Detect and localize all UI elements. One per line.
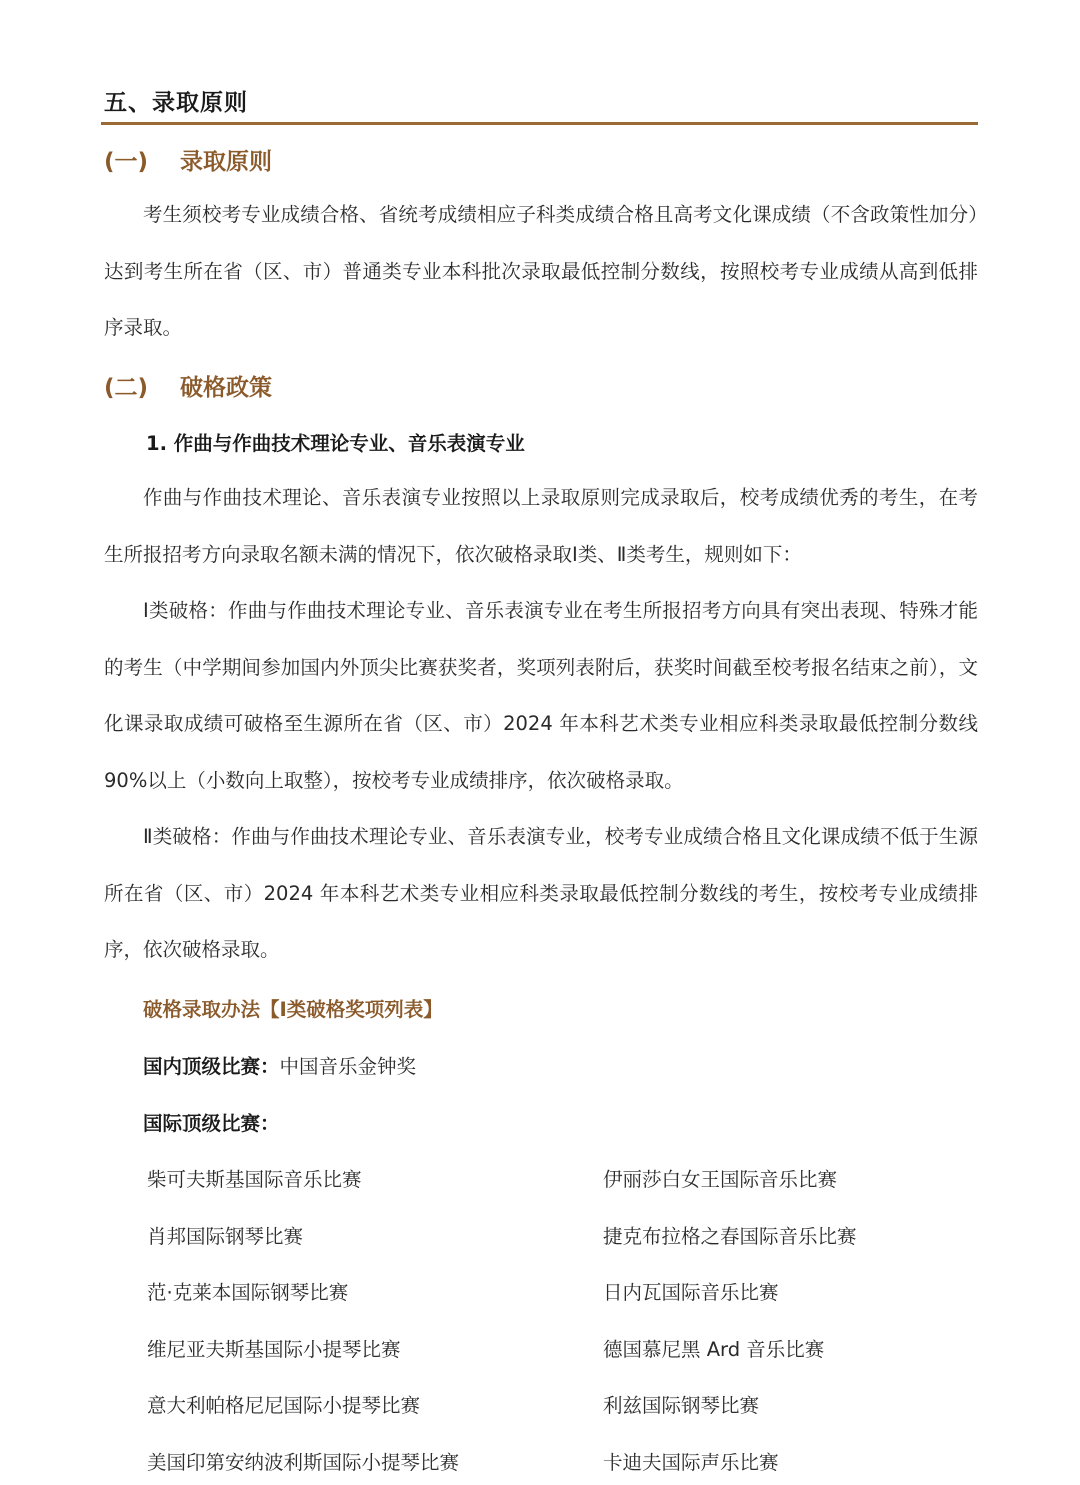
domestic-value: 中国音乐金钟奖	[279, 1055, 417, 1078]
competition-item: 捷克布拉格之春国际音乐比赛	[603, 1225, 857, 1248]
competition-item: 伊丽莎白女王国际音乐比赛	[603, 1168, 838, 1191]
competition-item: 柴可夫斯基国际音乐比赛	[147, 1168, 362, 1191]
competition-item: 日内瓦国际音乐比赛	[603, 1281, 779, 1304]
subsection-number: (一)	[104, 149, 149, 175]
admission-principle-paragraph: 考生须校考专业成绩合格、省统考成绩相应子科类成绩合格且高考文化课成绩（不含政策性加分）达到考生所在省（区、市）普通类专业本科批次录取最低控制分数线，按照校考专业成绩从高到低排序录取。	[104, 203, 978, 339]
competition-item: 德国慕尼黑 Ard 音乐比赛	[603, 1338, 825, 1361]
competition-item: 肖邦国际钢琴比赛	[147, 1225, 304, 1248]
international-label: 国际顶级比赛：	[143, 1112, 280, 1135]
international-competition-line	[143, 1108, 280, 1136]
competition-item: 范·克莱本国际钢琴比赛	[147, 1281, 349, 1304]
exception-intro-paragraph: 作曲与作曲技术理论、音乐表演专业按照以上录取原则完成录取后，校考成绩优秀的考生，在考生所报招考方向录取名额未满的情况下，依次破格录取Ⅰ类、Ⅱ类考生，规则如下：	[104, 486, 978, 566]
award-list-heading: 破格录取办法【Ⅰ类破格奖项列表】	[143, 998, 443, 1021]
competition-item: 美国印第安纳波利斯国际小提琴比赛	[147, 1451, 460, 1474]
competition-item: 卡迪夫国际声乐比赛	[603, 1451, 779, 1474]
domestic-label: 国内顶级比赛：	[143, 1055, 280, 1078]
subsection-heading-2	[104, 369, 272, 402]
competition-item: 意大利帕格尼尼国际小提琴比赛	[147, 1394, 421, 1417]
domestic-competition-line	[143, 1051, 416, 1079]
subsection-heading-1	[104, 143, 272, 176]
class-1-exception-paragraph: Ⅰ类破格：作曲与作曲技术理论专业、音乐表演专业在考生所报招考方向具有突出表现、特殊才能的考生（中学期间参加国内外顶尖比赛获奖者，奖项列表附后，获奖时间截至校考报名结束之前），文化课录取成绩可破格至生源所在省（区、市）2024 年本科艺术类专业相应科类录取最低控制分数线 90%以上（小数向上取整），按校考专业成绩排序，依次破格录取。	[104, 599, 978, 792]
subsection-title: 破格政策	[180, 375, 272, 401]
section-divider	[101, 122, 978, 125]
section-title: 五、录取原则	[104, 90, 248, 116]
subsection-number: (二)	[104, 375, 149, 401]
item-heading: 1. 作曲与作曲技术理论专业、音乐表演专业	[146, 432, 525, 455]
subsection-title: 录取原则	[180, 149, 272, 175]
class-2-exception-paragraph: Ⅱ类破格：作曲与作曲技术理论专业、音乐表演专业，校考专业成绩合格且文化课成绩不低于生源所在省（区、市）2024 年本科艺术类专业相应科类录取最低控制分数线的考生，按校考专业成绩排序，依次破格录取。	[104, 825, 978, 961]
competition-item: 维尼亚夫斯基国际小提琴比赛	[147, 1338, 401, 1361]
competition-item: 利兹国际钢琴比赛	[603, 1394, 760, 1417]
